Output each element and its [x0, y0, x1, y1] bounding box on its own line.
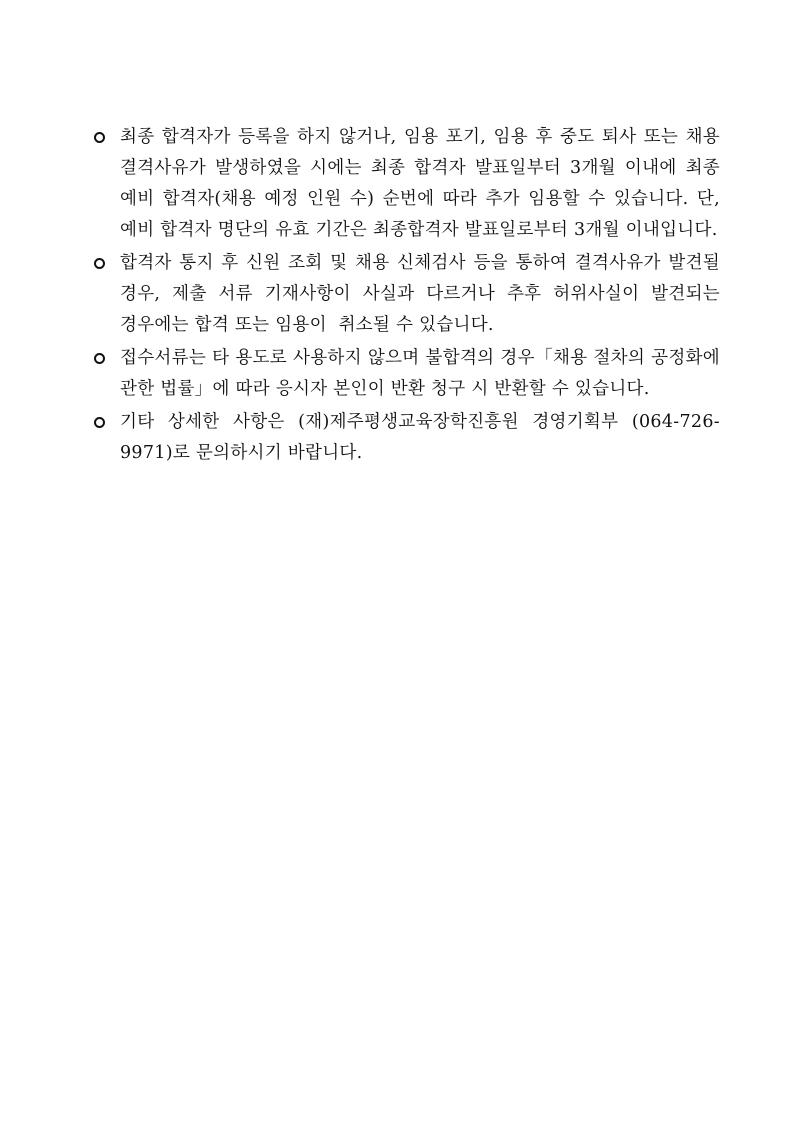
circle-bullet-icon — [94, 417, 105, 428]
notice-item-document-return — [94, 343, 726, 405]
notice-text: 합격자 통지 후 신원 조회 및 채용 신체검사 등을 통하여 결격사유가 발견될 경우, 제출 서류 기재사항이 사실과 다르거나 추후 허위사실이 발견되는 경우에는 합격 또는 임용이 취소될 수 있습니다. — [120, 253, 726, 335]
circle-bullet-icon — [94, 353, 105, 364]
notice-item-final-candidate — [94, 122, 726, 246]
notice-item-disqualification — [94, 248, 726, 341]
notice-text: 기타 상세한 사항은 (재)제주평생교육장학진흥원 경영기획부 (064-726-9971)로 문의하시기 바랍니다. — [120, 412, 720, 463]
notice-list — [94, 122, 726, 471]
notice-text: 접수서류는 타 용도로 사용하지 않으며 불합격의 경우「채용 절차의 공정화에 관한 법률」에 따라 응시자 본인이 반환 청구 시 반환할 수 있습니다. — [120, 348, 726, 399]
notice-text: 최종 합격자가 등록을 하지 않거나, 임용 포기, 임용 후 중도 퇴사 또는 채용 결격사유가 발생하였을 시에는 최종 합격자 발표일부터 3개월 이내에 최종 예비 합격자(채용 예정 인원 수) 순번에 따라 추가 임용할 수 있습니다. 단, 예비 합격자 명단의 유효 기간은 최종합격자 발표일로부터 3개월 이내입니다. — [120, 127, 726, 240]
notice-item-contact — [94, 407, 720, 469]
circle-bullet-icon — [94, 258, 105, 269]
circle-bullet-icon — [94, 132, 105, 143]
